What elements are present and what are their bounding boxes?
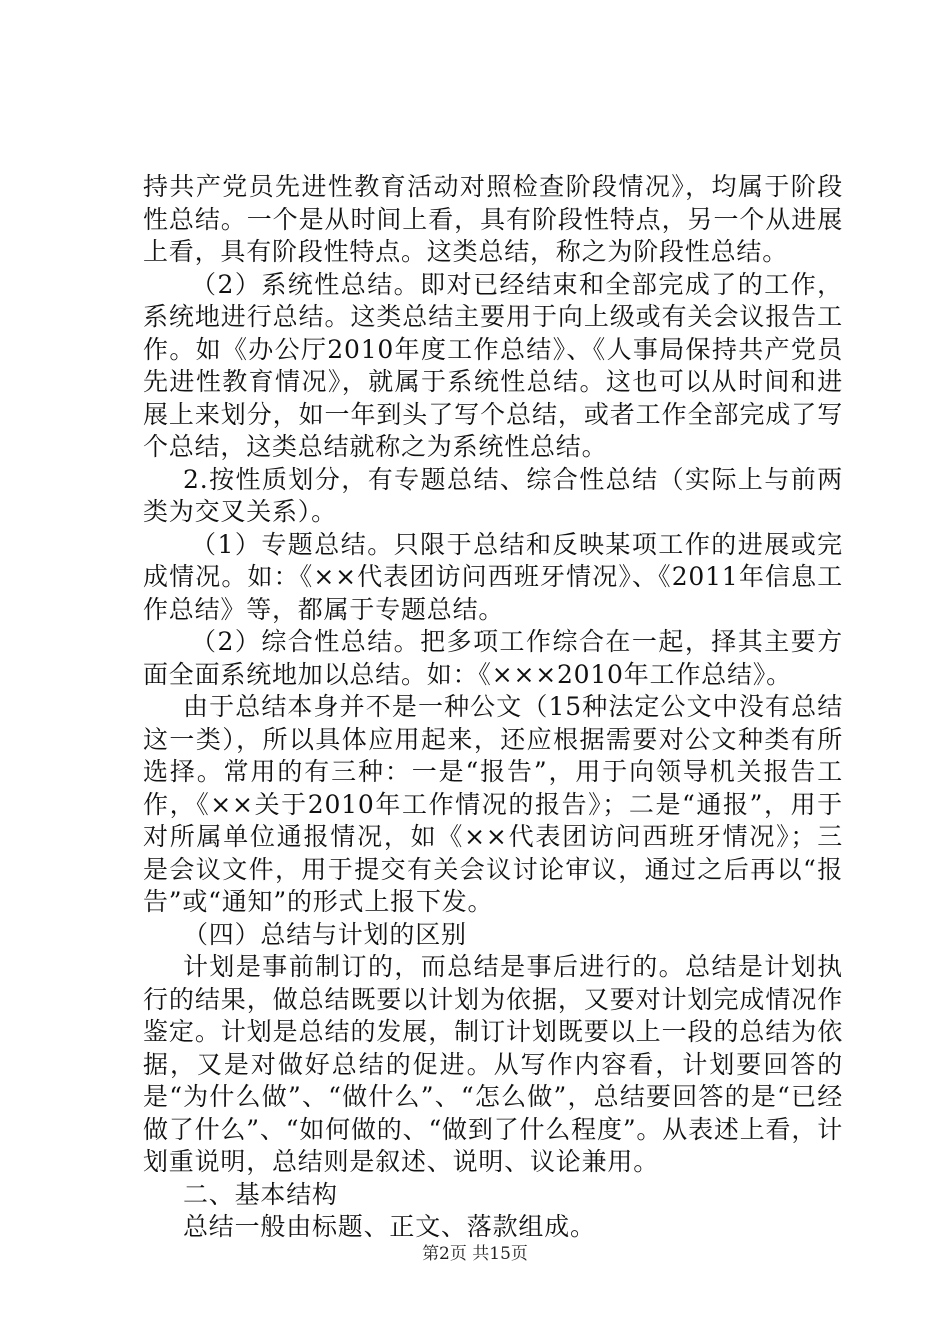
- paragraph-comprehensive-summary: （2）综合性总结。把多项工作综合在一起，择其主要方面全面系统地加以总结。如：《×××2010年工作总结》。: [143, 627, 843, 689]
- paragraph-systematic-summary: （2）系统性总结。即对已经结束和全部完成了的工作，系统地进行总结。这类总结主要用于向上级或有关会议报告工作。如《办公厅2010年度工作总结》、《人事局保持共产党员先进性教育情况》，就属于系统性总结。这也可以从时间和进展上来划分，如一年到头了写个总结，或者工作全部完成了写个总结，这类总结就称之为系统性总结。: [143, 269, 843, 461]
- paragraph-stage-summary-continued: 持共产党员先进性教育活动对照检查阶段情况》，均属于阶段性总结。一个是从时间上看，具有阶段性特点，另一个从进展上看，具有阶段性特点。这类总结，称之为阶段性总结。: [143, 172, 843, 266]
- paragraph-by-nature: 2.按性质划分，有专题总结、综合性总结（实际上与前两类为交叉关系）。: [143, 464, 843, 526]
- section-heading-summary-vs-plan: （四）总结与计划的区别: [183, 919, 467, 949]
- page-number-footer: 第2页 共15页: [422, 1244, 528, 1264]
- section-heading-basic-structure: 二、基本结构: [183, 1179, 338, 1209]
- paragraph-summary-vs-plan: 计划是事前制订的，而总结是事后进行的。总结是计划执行的结果，做总结既要以计划为依据，又要对计划完成情况作鉴定。计划是总结的发展，制订计划既要以上一段的总结为依据，又是对做好总结的促进。从写作内容看，计划要回答的是“为什么做”、“做什么”、“怎么做”，总结要回答的是“已经做了什么”、“如何做的、“做到了什么程度”。从表述上看，计划重说明，总结则是叙述、说明、议论兼用。: [143, 952, 843, 1176]
- paragraph-document-types: 由于总结本身并不是一种公文（15种法定公文中没有总结这一类），所以具体应用起来，还应根据需要对公文种类有所选择。常用的有三种：一是“报告”，用于向领导机关报告工作，《××关于2010年工作情况的报告》；二是“通报”，用于对所属单位通报情况，如《××代表团访问西班牙情况》；三是会议文件，用于提交有关会议讨论审议，通过之后再以“报告”或“通知”的形式上报下发。: [143, 692, 843, 916]
- document-body: [143, 171, 843, 1244]
- paragraph-special-summary: （1）专题总结。只限于总结和反映某项工作的进展或完成情况。如：《××代表团访问西班牙情况》、《2011年信息工作总结》等，都属于专题总结。: [143, 529, 843, 624]
- paragraph-basic-structure: 总结一般由标题、正文、落款组成。: [183, 1212, 596, 1241]
